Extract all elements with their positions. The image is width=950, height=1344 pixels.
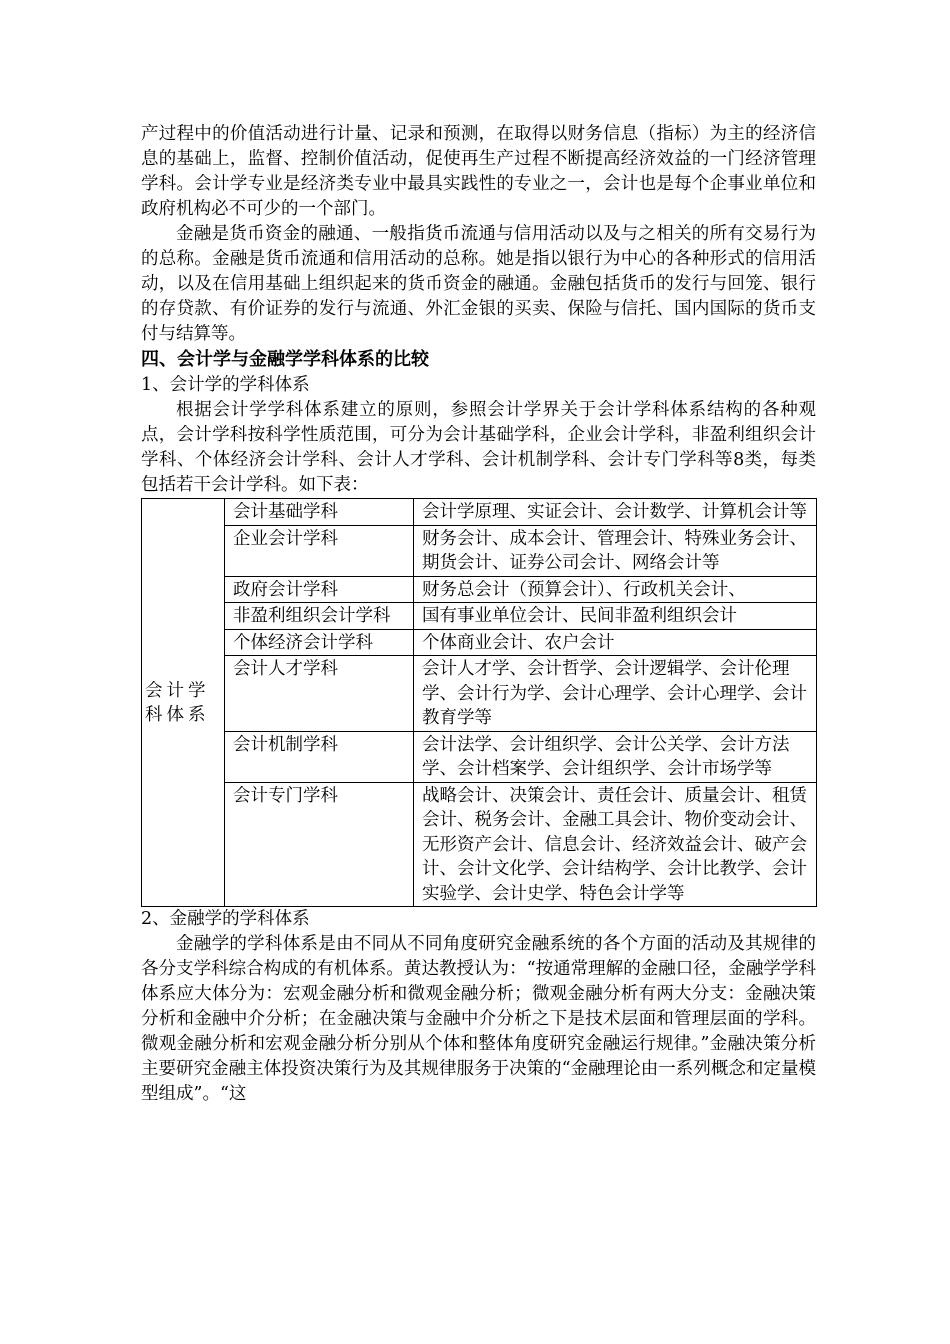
table-subjects-cell: 会计学原理、实证会计、会计数学、计算机会计等: [414, 499, 817, 526]
finance-paragraph: 金融是货币资金的融通、一般指货币流通与信用活动以及与之相关的所有交易行为的总称。金融是货币流通和信用活动的总称。她是指以银行为中心的各种形式的信用活动，以及在信用基础上组织起来的货币资金的融通。金融包括货币的发行与回笼、银行的存贷款、有价证券的发行与流通、外汇金银的买卖、保险与信托、国内国际的货币支付与结算等。: [141, 224, 816, 344]
table-category-cell: 会计人才学科: [225, 656, 414, 732]
table-subjects-cell: 财务会计、成本会计、管理会计、特殊业务会计、期货会计、证券公司会计、网络会计等: [414, 525, 817, 576]
document-page: [141, 122, 816, 1107]
table-subjects-cell: 国有事业单位会计、民间非盈利组织会计: [414, 603, 817, 630]
subsection-heading-finance: 2、金融学的学科体系: [141, 909, 310, 929]
table-subjects-cell: 个体商业会计、农户会计: [414, 629, 817, 656]
table-category-cell: 企业会计学科: [225, 525, 414, 576]
intro-paragraph: 产过程中的价值活动进行计量、记录和预测，在取得以财务信息（指标）为主的经济信息的基础上，监督、控制价值活动，促使再生产过程不断提高经济效益的一门经济管理学科。会计学专业是经济类专业中最具实践性的专业之一，会计也是每个企事业单位和政府机构必不可少的一个部门。: [141, 124, 816, 219]
table-category-cell: 会计机制学科: [225, 731, 414, 782]
subsection-heading-accounting: 1、会计学的学科体系: [141, 375, 310, 395]
section-heading: 四、会计学与金融学学科体系的比较: [141, 349, 429, 370]
table-row: [142, 576, 817, 603]
accounting-subjects-table: [141, 498, 817, 907]
finance-system-paragraph: 金融学的学科体系是由不同从不同角度研究金融系统的各个方面的活动及其规律的各分支学科综合构成的有机体系。黄达教授认为：“按通常理解的金融口径，金融学学科体系应大体分为：宏观金融分析和微观金融分析；微观金融分析有两大分支：金融决策分析和金融中介分析；在金融决策与金融中介分析之下是技术层面和管理层面的学科。微观金融分析和宏观金融分析分别从个体和整体角度研究金融运行规律。”金融决策分析主要研究金融主体投资决策行为及其规律服务于决策的“金融理论由一系列概念和定量模型组成”。“这: [141, 934, 816, 1104]
table-category-cell: 会计基础学科: [225, 499, 414, 526]
table-category-cell: 会计专门学科: [225, 782, 414, 907]
table-group-label: 会计学科体系: [142, 499, 225, 907]
accounting-system-paragraph: 根据会计学学科体系建立的原则，参照会计学界关于会计学科体系结构的各种观点，会计学科按科学性质范围，可分为会计基础学科，企业会计学科，非盈利组织会计学科、个体经济会计学科、会计人才学科、会计机制学科、会计专门学科等8类，每类包括若干会计学科。如下表：: [141, 400, 816, 495]
table-subjects-cell: 战略会计、决策会计、责任会计、质量会计、租赁会计、税务会计、金融工具会计、物价变动会计、无形资产会计、信息会计、经济效益会计、破产会计、会计文化学、会计结构学、会计比教学、会计实验学、会计史学、特色会计学等: [414, 782, 817, 907]
table-subjects-cell: 财务总会计（预算会计）、行政机关会计、: [414, 576, 817, 603]
table-row: [142, 525, 817, 576]
table-row: [142, 731, 817, 782]
table-row: [142, 629, 817, 656]
table-row: [142, 656, 817, 732]
table-category-cell: 个体经济会计学科: [225, 629, 414, 656]
table-category-cell: 政府会计学科: [225, 576, 414, 603]
table-subjects-cell: 会计人才学、会计哲学、会计逻辑学、会计伦理学、会计行为学、会计心理学、会计心理学、会计教育学等: [414, 656, 817, 732]
table-category-cell: 非盈利组织会计学科: [225, 603, 414, 630]
table-subjects-cell: 会计法学、会计组织学、会计公关学、会计方法学、会计档案学、会计组织学、会计市场学等: [414, 731, 817, 782]
table-row: [142, 782, 817, 907]
table-row: [142, 499, 817, 526]
table-row: [142, 603, 817, 630]
